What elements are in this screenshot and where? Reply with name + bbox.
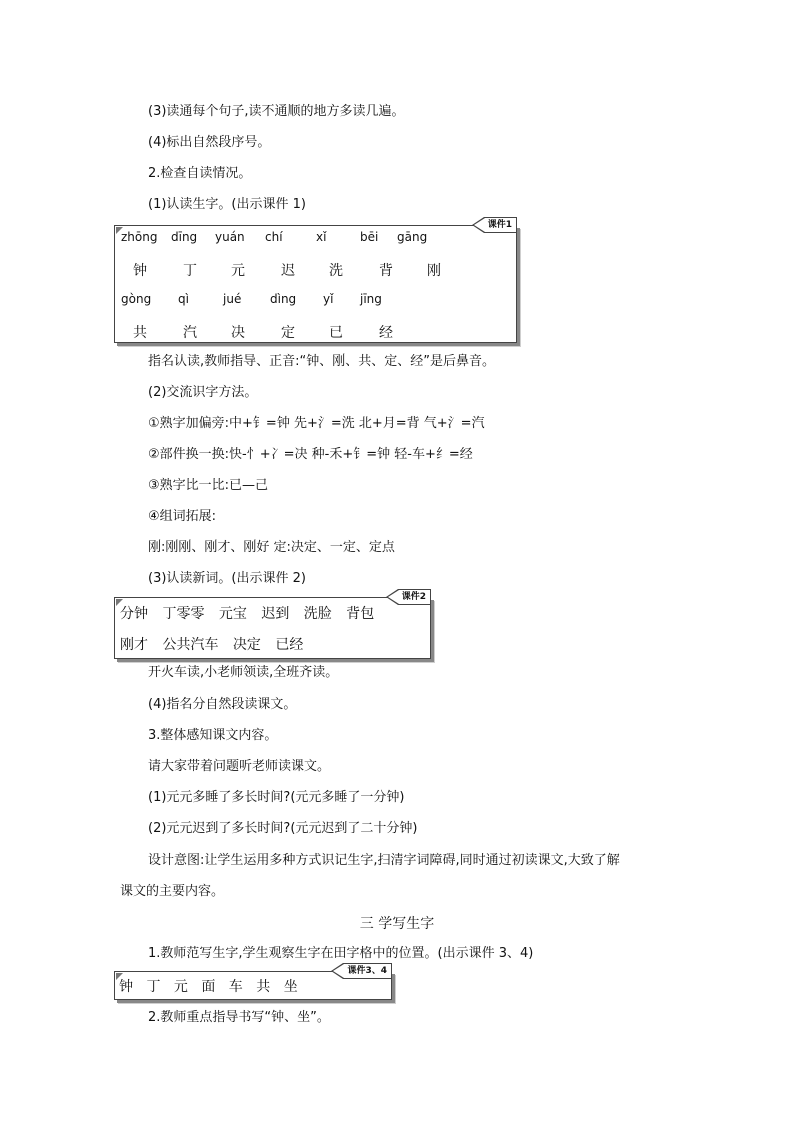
text-line: (1)元元多睡了多长时间?(元元多睡了一分钟): [148, 790, 405, 805]
courseware-tab: 课件2: [398, 589, 431, 605]
text-line: 开火车读,小老师领读,全班齐读。: [148, 665, 339, 680]
text-line: 请大家带着问题听老师读课文。: [148, 759, 331, 774]
hanzi: 元: [231, 263, 245, 279]
courseware-box-2: [114, 592, 431, 659]
text-line: (1)认读生字。(出示课件 1): [148, 197, 306, 212]
text-line: 指名认读,教师指导、正音:“钟、刚、共、定、经”是后鼻音。: [148, 354, 495, 369]
text-line: 刚:刚刚、刚才、刚好 定:决定、一定、定点: [148, 540, 395, 555]
char-row: 钟 丁 元 面 车 共 坐: [119, 979, 298, 995]
hanzi: 洗: [329, 263, 343, 279]
hanzi: 丁: [183, 263, 197, 279]
text-line: ④组词拓展:: [148, 509, 217, 524]
section-title: 三 学写生字: [359, 916, 435, 932]
text-line: (3)认读新词。(出示课件 2): [148, 571, 306, 586]
text-line: 课文的主要内容。: [120, 884, 225, 899]
hanzi: 背: [379, 263, 393, 279]
word-row: 刚才 公共汽车 决定 已经: [120, 637, 304, 653]
pinyin: dīng: [171, 230, 198, 244]
courseware-box-1: [114, 220, 517, 343]
text-line: 2.检查自读情况。: [148, 166, 252, 181]
hanzi: 共: [133, 325, 147, 341]
hanzi: 经: [379, 325, 393, 341]
pinyin: gāng: [397, 230, 428, 244]
pinyin: chí: [265, 230, 283, 244]
text-line: (2)交流识字方法。: [148, 385, 258, 400]
pinyin: jué: [223, 292, 242, 306]
pinyin: yǐ: [323, 292, 334, 306]
hanzi: 定: [281, 325, 295, 341]
hanzi: 已: [329, 325, 343, 341]
text-line: 2.教师重点指导书写“钟、坐”。: [148, 1010, 330, 1025]
hanzi: 钟: [133, 263, 147, 279]
hanzi: 迟: [281, 263, 295, 279]
text-line: ①熟字加偏旁:中+钅=钟 先+氵=洗 北+月=背 气+氵=汽: [148, 416, 485, 431]
courseware-tab: 课件3、4: [343, 963, 392, 979]
pinyin: qì: [178, 292, 189, 306]
text-line: (3)读通每个句子,读不通顺的地方多读几遍。: [148, 104, 405, 119]
text-line: 1.教师范写生字,学生观察生字在田字格中的位置。(出示课件 3、4): [148, 946, 534, 961]
pinyin: zhōng: [121, 230, 158, 244]
hanzi: 决: [231, 325, 245, 341]
word-row: 分钟 丁零零 元宝 迟到 洗脸 背包: [120, 606, 375, 622]
pinyin: yuán: [215, 230, 245, 244]
text-line: 设计意图:让学生运用多种方式识记生字,扫清字词障碍,同时通过初读课文,大致了解: [148, 853, 620, 868]
courseware-tab: 课件1: [484, 217, 517, 233]
hanzi: 刚: [427, 263, 441, 279]
pinyin: gòng: [121, 292, 152, 306]
courseware-box-3: [114, 966, 392, 1000]
text-line: 3.整体感知课文内容。: [148, 728, 278, 743]
text-line: ③熟字比一比:已—己: [148, 478, 269, 493]
pinyin: dìng: [270, 292, 297, 306]
hanzi: 汽: [183, 325, 197, 341]
text-line: ②部件换一换:快-忄+冫=决 种-禾+钅=钟 轻-车+纟=经: [148, 447, 473, 462]
pinyin: xǐ: [316, 230, 327, 244]
text-line: (4)标出自然段序号。: [148, 135, 271, 150]
text-line: (4)指名分自然段读课文。: [148, 697, 297, 712]
text-line: (2)元元迟到了多长时间?(元元迟到了二十分钟): [148, 821, 418, 836]
pinyin: jīng: [360, 292, 382, 306]
pinyin: bēi: [360, 230, 379, 244]
